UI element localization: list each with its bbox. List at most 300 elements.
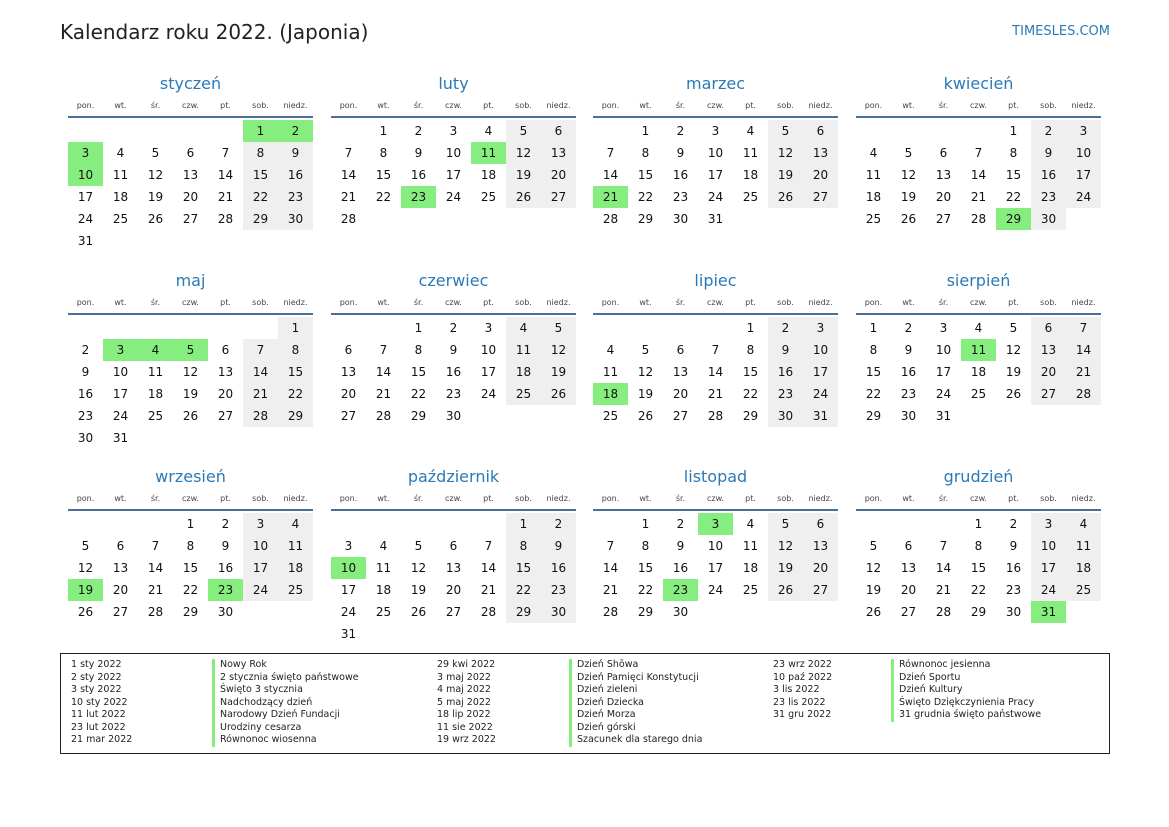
legend-date: 11 sie 2022 — [437, 721, 493, 733]
day-cell: 7 — [606, 146, 615, 160]
day-cell: 25 — [742, 190, 759, 204]
holiday-day-cell: 29 — [996, 208, 1031, 230]
day-cell: 1 — [974, 517, 983, 531]
day-cell: 30 — [217, 605, 234, 619]
day-cell: 23 — [278, 186, 313, 208]
day-cell: 21 — [970, 190, 987, 204]
day-cell: 23 — [768, 383, 803, 405]
day-cell: 7 — [711, 343, 720, 357]
day-cell: 5 — [541, 317, 576, 339]
legend-holiday-name: Nadchodzący dzień — [212, 697, 359, 710]
day-cell: 20 — [672, 387, 689, 401]
weekday-label: pt. — [745, 494, 756, 503]
day-cell: 7 — [379, 343, 388, 357]
day-cell: 3 — [939, 321, 948, 335]
day-cell: 10 — [480, 343, 497, 357]
legend-names-column-2 — [569, 659, 702, 747]
day-cell: 7 — [939, 539, 948, 553]
day-cell: 12 — [865, 561, 882, 575]
day-cell: 3 — [449, 124, 458, 138]
day-cell: 12 — [182, 365, 199, 379]
day-cell: 23 — [77, 409, 94, 423]
day-cell: 30 — [278, 208, 313, 230]
days-grid — [331, 315, 576, 447]
day-cell: 4 — [606, 343, 615, 357]
day-cell: 12 — [1005, 343, 1022, 357]
weekday-label: sob. — [1040, 494, 1057, 503]
day-cell: 21 — [707, 387, 724, 401]
day-cell: 24 — [1031, 579, 1066, 601]
weekday-label: pon. — [864, 298, 883, 307]
day-cell: 18 — [1066, 557, 1101, 579]
weekday-label: pt. — [745, 101, 756, 110]
day-cell: 14 — [602, 561, 619, 575]
day-cell: 5 — [768, 120, 803, 142]
day-cell: 15 — [637, 168, 654, 182]
day-cell: 17 — [480, 365, 497, 379]
month-name: kwiecień — [943, 74, 1014, 93]
day-cell: 9 — [449, 343, 458, 357]
day-cell: 22 — [182, 583, 199, 597]
month-name: styczeń — [159, 74, 222, 93]
day-cell: 18 — [375, 583, 392, 597]
day-cell: 25 — [602, 409, 619, 423]
month-block — [856, 270, 1101, 447]
day-cell: 12 — [768, 142, 803, 164]
days-grid — [593, 511, 838, 643]
day-cell: 26 — [182, 409, 199, 423]
legend-holiday-name: Narodowy Dzień Fundacji — [212, 709, 359, 722]
weekday-label: niedz. — [1071, 101, 1096, 110]
day-cell: 20 — [1031, 361, 1066, 383]
weekday-label: pon. — [601, 298, 620, 307]
day-cell: 2 — [541, 513, 576, 535]
legend-holiday-name: Nowy Rok — [212, 659, 359, 672]
day-cell: 2 — [676, 517, 685, 531]
day-cell: 8 — [278, 339, 313, 361]
weekday-label: śr. — [938, 298, 949, 307]
month-block — [68, 270, 313, 447]
weekday-header — [68, 295, 313, 315]
day-cell: 11 — [742, 539, 759, 553]
month-block — [593, 270, 838, 447]
day-cell: 25 — [865, 212, 882, 226]
day-cell: 2 — [449, 321, 458, 335]
legend-date: 21 mar 2022 — [71, 734, 133, 745]
day-cell: 9 — [1009, 539, 1018, 553]
day-cell: 4 — [974, 321, 983, 335]
month-block — [331, 466, 576, 643]
legend-holiday-name: Równonoc wiosenna — [212, 734, 359, 747]
day-cell: 9 — [768, 339, 803, 361]
days-grid — [593, 315, 838, 447]
day-cell: 24 — [935, 387, 952, 401]
day-cell: 8 — [869, 343, 878, 357]
legend-date: 11 lut 2022 — [71, 709, 126, 720]
day-cell: 15 — [375, 168, 392, 182]
day-cell: 8 — [414, 343, 423, 357]
day-cell: 14 — [970, 168, 987, 182]
weekday-label: wt. — [377, 494, 390, 503]
weekday-label: pt. — [1008, 298, 1019, 307]
day-cell: 3 — [243, 513, 278, 535]
month-name: maj — [175, 271, 206, 290]
day-cell: 14 — [375, 365, 392, 379]
weekday-label: wt. — [639, 494, 652, 503]
day-cell: 2 — [1031, 120, 1066, 142]
day-cell: 26 — [541, 383, 576, 405]
legend-date: 3 maj 2022 — [437, 671, 491, 683]
day-cell: 29 — [243, 208, 278, 230]
day-cell: 5 — [768, 513, 803, 535]
day-cell: 13 — [182, 168, 199, 182]
weekday-label: czw. — [970, 494, 987, 503]
day-cell: 22 — [637, 583, 654, 597]
legend-date: 18 lip 2022 — [437, 709, 491, 720]
day-cell: 26 — [77, 605, 94, 619]
day-cell: 28 — [935, 605, 952, 619]
weekday-label: wt. — [114, 101, 127, 110]
day-cell: 9 — [81, 365, 90, 379]
legend-dates-column-1 — [71, 659, 132, 747]
legend-date: 31 gru 2022 — [773, 709, 832, 720]
day-cell: 2 — [768, 317, 803, 339]
day-cell: 19 — [768, 557, 803, 579]
day-cell: 13 — [803, 535, 838, 557]
day-cell: 7 — [221, 146, 230, 160]
day-cell: 27 — [672, 409, 689, 423]
legend-holiday-name: Dzień Dziecka — [569, 697, 702, 710]
day-cell: 14 — [340, 168, 357, 182]
day-cell: 29 — [637, 212, 654, 226]
day-cell: 28 — [375, 409, 392, 423]
day-cell: 6 — [186, 146, 195, 160]
day-cell: 29 — [970, 605, 987, 619]
holiday-day-cell: 10 — [68, 164, 103, 186]
day-cell: 8 — [506, 535, 541, 557]
day-cell: 21 — [243, 383, 278, 405]
day-cell: 8 — [641, 146, 650, 160]
day-cell: 7 — [243, 339, 278, 361]
legend-holiday-name: Dzień Pamięci Konstytucji — [569, 672, 702, 685]
day-cell: 1 — [746, 321, 755, 335]
day-cell: 5 — [81, 539, 90, 553]
day-cell: 20 — [900, 583, 917, 597]
weekday-header — [68, 98, 313, 118]
day-cell: 24 — [112, 409, 129, 423]
day-cell: 18 — [742, 168, 759, 182]
holiday-day-cell: 2 — [278, 120, 313, 142]
day-cell: 5 — [641, 343, 650, 357]
day-cell: 16 — [900, 365, 917, 379]
day-cell: 10 — [935, 343, 952, 357]
day-cell: 1 — [278, 317, 313, 339]
legend-date: 1 sty 2022 — [71, 659, 122, 670]
day-cell: 29 — [506, 601, 541, 623]
day-cell: 25 — [742, 583, 759, 597]
weekday-label: pt. — [483, 298, 494, 307]
day-cell: 18 — [112, 190, 129, 204]
day-cell: 31 — [77, 234, 94, 248]
month-name: czerwiec — [418, 271, 489, 290]
day-cell: 10 — [707, 539, 724, 553]
weekday-label: sob. — [515, 298, 532, 307]
day-cell: 13 — [217, 365, 234, 379]
day-cell: 30 — [77, 431, 94, 445]
day-cell: 12 — [77, 561, 94, 575]
weekday-label: czw. — [707, 298, 724, 307]
day-cell: 14 — [147, 561, 164, 575]
month-block — [856, 73, 1101, 250]
day-cell: 27 — [340, 409, 357, 423]
day-cell: 16 — [278, 164, 313, 186]
day-cell: 24 — [707, 190, 724, 204]
day-cell: 30 — [672, 605, 689, 619]
weekday-label: niedz. — [283, 298, 308, 307]
day-cell: 18 — [278, 557, 313, 579]
day-cell: 12 — [506, 142, 541, 164]
weekday-label: śr. — [413, 101, 424, 110]
holiday-day-cell: 31 — [1031, 601, 1066, 623]
day-cell: 30 — [672, 212, 689, 226]
day-cell: 24 — [445, 190, 462, 204]
legend-dates-column-3 — [773, 659, 832, 722]
month-name: listopad — [683, 467, 748, 486]
day-cell: 23 — [445, 387, 462, 401]
day-cell: 16 — [1031, 164, 1066, 186]
legend-holiday-name: Szacunek dla starego dnia — [569, 734, 702, 747]
legend-holiday-name: Święto Dziękczynienia Pracy — [891, 697, 1041, 710]
day-cell: 10 — [1066, 142, 1101, 164]
day-cell: 5 — [151, 146, 160, 160]
days-grid — [593, 118, 838, 250]
day-cell: 22 — [410, 387, 427, 401]
day-cell: 28 — [707, 409, 724, 423]
day-cell: 23 — [672, 190, 689, 204]
day-cell: 10 — [445, 146, 462, 160]
legend-names-column-3 — [891, 659, 1041, 722]
weekday-label: niedz. — [808, 298, 833, 307]
weekday-label: pt. — [220, 494, 231, 503]
day-cell: 26 — [900, 212, 917, 226]
day-cell: 15 — [637, 561, 654, 575]
month-block — [593, 466, 838, 643]
weekday-label: wt. — [639, 298, 652, 307]
day-cell: 9 — [904, 343, 913, 357]
holiday-day-cell: 23 — [208, 579, 243, 601]
day-cell: 1 — [1009, 124, 1018, 138]
day-cell: 25 — [1066, 579, 1101, 601]
day-cell: 23 — [900, 387, 917, 401]
day-cell: 6 — [939, 146, 948, 160]
day-cell: 12 — [410, 561, 427, 575]
weekday-label: sob. — [252, 101, 269, 110]
day-cell: 19 — [410, 583, 427, 597]
day-cell: 23 — [1005, 583, 1022, 597]
legend-date: 23 wrz 2022 — [773, 659, 832, 670]
day-cell: 25 — [278, 579, 313, 601]
day-cell: 27 — [1031, 383, 1066, 405]
day-cell: 24 — [707, 583, 724, 597]
day-cell: 27 — [445, 605, 462, 619]
day-cell: 6 — [344, 343, 353, 357]
day-cell: 6 — [449, 539, 458, 553]
weekday-header — [331, 98, 576, 118]
holiday-day-cell: 18 — [593, 383, 628, 405]
day-cell: 24 — [243, 579, 278, 601]
day-cell: 15 — [506, 557, 541, 579]
weekday-label: niedz. — [283, 101, 308, 110]
weekday-label: pon. — [601, 101, 620, 110]
legend-names-column-1 — [212, 659, 359, 747]
day-cell: 15 — [865, 365, 882, 379]
day-cell: 16 — [672, 561, 689, 575]
month-block — [593, 73, 838, 250]
weekday-label: czw. — [182, 101, 199, 110]
day-cell: 2 — [904, 321, 913, 335]
weekday-label: czw. — [970, 298, 987, 307]
day-cell: 9 — [221, 539, 230, 553]
day-cell: 16 — [1005, 561, 1022, 575]
day-cell: 26 — [1005, 387, 1022, 401]
day-cell: 12 — [900, 168, 917, 182]
day-cell: 12 — [147, 168, 164, 182]
weekday-label: śr. — [150, 494, 161, 503]
day-cell: 8 — [186, 539, 195, 553]
day-cell: 19 — [768, 164, 803, 186]
weekday-label: pon. — [76, 298, 95, 307]
weekday-label: czw. — [970, 101, 987, 110]
day-cell: 30 — [1005, 605, 1022, 619]
day-cell: 3 — [344, 539, 353, 553]
day-cell: 15 — [243, 164, 278, 186]
day-cell: 20 — [541, 164, 576, 186]
day-cell: 31 — [340, 627, 357, 641]
day-cell: 25 — [375, 605, 392, 619]
day-cell: 24 — [340, 605, 357, 619]
day-cell: 27 — [803, 186, 838, 208]
day-cell: 25 — [480, 190, 497, 204]
day-cell: 4 — [506, 317, 541, 339]
day-cell: 4 — [278, 513, 313, 535]
day-cell: 25 — [970, 387, 987, 401]
day-cell: 13 — [1031, 339, 1066, 361]
day-cell: 11 — [147, 365, 164, 379]
day-cell: 12 — [637, 365, 654, 379]
day-cell: 22 — [865, 387, 882, 401]
day-cell: 16 — [672, 168, 689, 182]
day-cell: 30 — [900, 409, 917, 423]
weekday-label: czw. — [707, 494, 724, 503]
day-cell: 1 — [186, 517, 195, 531]
day-cell: 21 — [147, 583, 164, 597]
holiday-day-cell: 11 — [961, 339, 996, 361]
day-cell: 18 — [506, 361, 541, 383]
day-cell: 27 — [182, 212, 199, 226]
day-cell: 28 — [217, 212, 234, 226]
holiday-day-cell: 19 — [68, 579, 103, 601]
day-cell: 16 — [77, 387, 94, 401]
day-cell: 7 — [974, 146, 983, 160]
day-cell: 27 — [541, 186, 576, 208]
weekday-label: niedz. — [1071, 298, 1096, 307]
day-cell: 21 — [602, 583, 619, 597]
days-grid — [68, 511, 313, 643]
day-cell: 5 — [904, 146, 913, 160]
weekday-label: pt. — [745, 298, 756, 307]
weekday-label: pon. — [339, 298, 358, 307]
day-cell: 24 — [803, 383, 838, 405]
weekday-label: pt. — [1008, 101, 1019, 110]
day-cell: 10 — [1031, 535, 1066, 557]
weekday-label: śr. — [675, 494, 686, 503]
legend-holiday-name: Równonoc jesienna — [891, 659, 1041, 672]
day-cell: 26 — [506, 186, 541, 208]
day-cell: 11 — [506, 339, 541, 361]
day-cell: 11 — [1066, 535, 1101, 557]
weekday-label: pt. — [220, 298, 231, 307]
weekday-label: pt. — [483, 101, 494, 110]
day-cell: 28 — [480, 605, 497, 619]
day-cell: 16 — [410, 168, 427, 182]
weekday-label: wt. — [377, 101, 390, 110]
day-cell: 8 — [379, 146, 388, 160]
day-cell: 14 — [480, 561, 497, 575]
day-cell: 6 — [676, 343, 685, 357]
day-cell: 1 — [641, 517, 650, 531]
day-cell: 30 — [445, 409, 462, 423]
day-cell: 22 — [1005, 190, 1022, 204]
day-cell: 17 — [112, 387, 129, 401]
day-cell: 28 — [602, 605, 619, 619]
month-name: lipiec — [694, 271, 737, 290]
weekday-header — [331, 491, 576, 511]
day-cell: 10 — [243, 535, 278, 557]
day-cell: 16 — [445, 365, 462, 379]
month-block — [68, 73, 313, 250]
day-cell: 20 — [112, 583, 129, 597]
day-cell: 22 — [375, 190, 392, 204]
day-cell: 19 — [1005, 365, 1022, 379]
day-cell: 17 — [707, 168, 724, 182]
day-cell: 12 — [541, 339, 576, 361]
day-cell: 10 — [112, 365, 129, 379]
holiday-day-cell: 23 — [401, 186, 436, 208]
day-cell: 2 — [221, 517, 230, 531]
legend-dates-column-2 — [437, 659, 496, 747]
day-cell: 3 — [484, 321, 493, 335]
day-cell: 3 — [711, 124, 720, 138]
holiday-day-cell: 3 — [103, 339, 138, 361]
day-cell: 29 — [742, 409, 759, 423]
day-cell: 4 — [746, 517, 755, 531]
legend-date: 23 lis 2022 — [773, 696, 826, 708]
legend-date: 5 maj 2022 — [437, 696, 491, 708]
day-cell: 16 — [217, 561, 234, 575]
day-cell: 2 — [81, 343, 90, 357]
day-cell: 25 — [506, 383, 541, 405]
weekday-label: czw. — [445, 494, 462, 503]
day-cell: 13 — [803, 142, 838, 164]
day-cell: 19 — [637, 387, 654, 401]
weekday-label: niedz. — [1071, 494, 1096, 503]
weekday-label: sob. — [1040, 298, 1057, 307]
month-block — [856, 466, 1101, 643]
day-cell: 7 — [344, 146, 353, 160]
weekday-label: wt. — [902, 494, 915, 503]
brand-link[interactable]: TIMESLES.COM — [1012, 24, 1110, 39]
day-cell: 17 — [1031, 557, 1066, 579]
